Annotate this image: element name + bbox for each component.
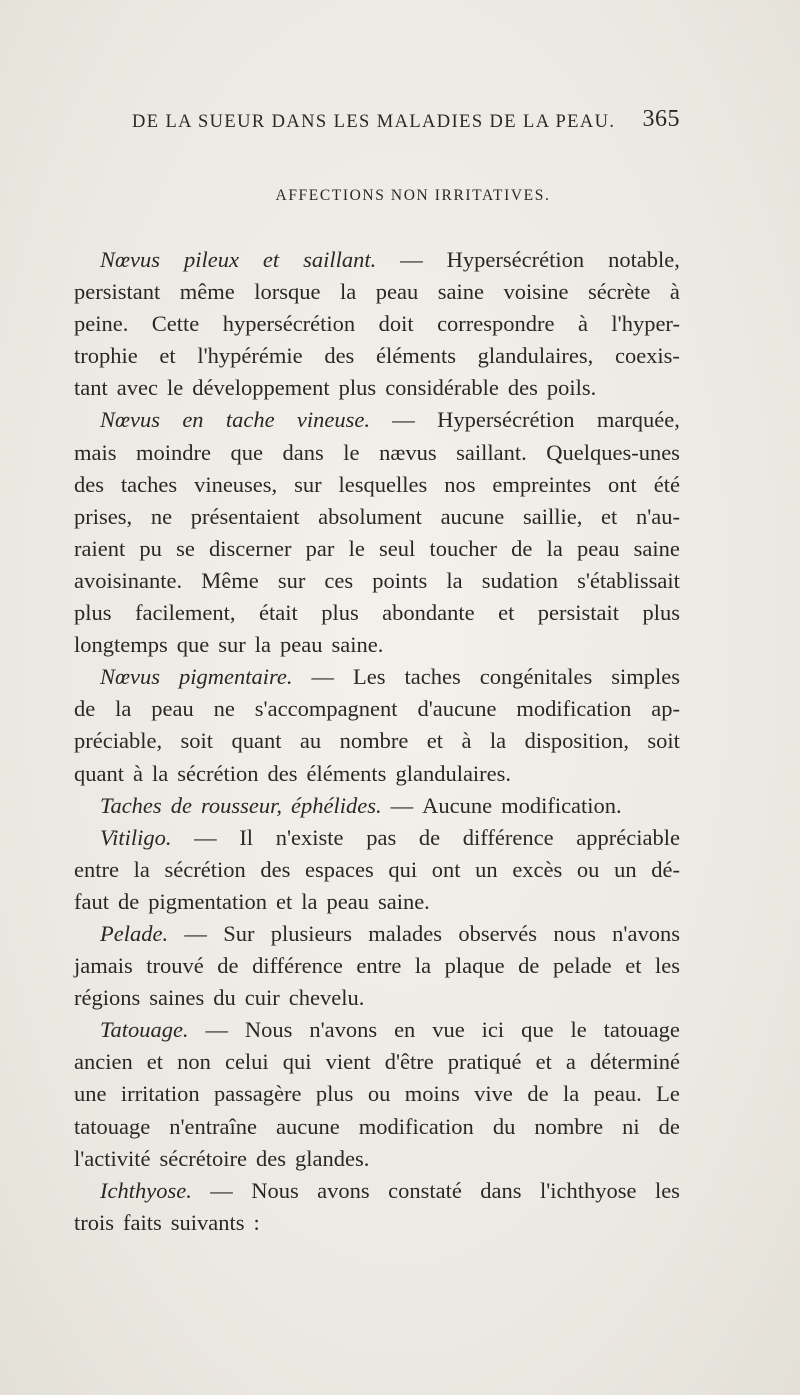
- text-line: tatouage n'entraîne aucune modification du nombre ni de: [74, 1113, 680, 1139]
- text-line: Nœvus pigmentaire. — Les taches congénitales simples: [100, 664, 680, 690]
- text-line: tant avec le développement plus considérable des poils.: [74, 375, 597, 401]
- text-line: une irritation passagère plus ou moins vive de la peau. Le: [74, 1081, 680, 1107]
- text-line: mais moindre que dans le nævus saillant. Quelques-unes: [74, 439, 680, 465]
- text-line: des taches vineuses, sur lesquelles nos empreintes ont été: [74, 471, 680, 497]
- text-line: l'activité sécrétoire des glandes.: [74, 1145, 370, 1171]
- text-line: de la peau ne s'accompagnent d'aucune modification ap-: [74, 696, 680, 722]
- running-title: DE LA SUEUR DANS LES MALADIES DE LA PEAU.: [132, 112, 616, 132]
- text-line: jamais trouvé de différence entre la plaque de pelade et les: [74, 953, 680, 979]
- paragraph: [74, 1014, 680, 1174]
- text-line: persistant même lorsque la peau saine voisine sécrète à: [74, 279, 680, 305]
- text-line: trophie et l'hypérémie des éléments glandulaires, coexis-: [74, 343, 680, 369]
- page-number: 365: [642, 106, 680, 132]
- text-line: Nœvus en tache vineuse. — Hypersécrétion marquée,: [100, 407, 680, 433]
- text-line: préciable, soit quant au nombre et à la disposition, soit: [74, 728, 680, 754]
- section-heading: AFFECTIONS NON IRRITATIVES.: [275, 187, 551, 204]
- text-line: Tatouage. — Nous n'avons en vue ici que le tatouage: [100, 1017, 680, 1043]
- text-line: plus facilement, était plus abondante et persistait plus: [74, 600, 680, 626]
- text-line: Pelade. — Sur plusieurs malades observés nous n'avons: [100, 920, 680, 946]
- text-line: quant à la sécrétion des éléments glandulaires.: [74, 760, 512, 786]
- text-line: Ichthyose. — Nous avons constaté dans l'ichthyose les: [100, 1177, 680, 1203]
- text-line: Taches de rousseur, éphélides. — Aucune modification.: [100, 792, 622, 818]
- text-line: entre la sécrétion des espaces qui ont un excès ou un dé-: [74, 856, 680, 882]
- running-head: [70, 106, 680, 142]
- text-line: faut de pigmentation et la peau saine.: [74, 888, 430, 914]
- text-line: raient pu se discerner par le seul toucher de la peau saine: [74, 535, 680, 561]
- text-line: ancien et non celui qui vient d'être pratiqué et a déterminé: [74, 1049, 680, 1075]
- paragraph: [74, 1175, 680, 1239]
- paragraph: [74, 918, 680, 1014]
- text-line: longtemps que sur la peau saine.: [74, 632, 384, 658]
- text-line: Vitiligo. — Il n'existe pas de différence appréciable: [100, 824, 680, 850]
- text-line: avoisinante. Même sur ces points la sudation s'établissait: [74, 567, 680, 593]
- text-line: Nœvus pileux et saillant. — Hypersécrétion notable,: [100, 247, 680, 272]
- paragraph: [74, 404, 680, 661]
- paragraph: [74, 661, 680, 789]
- text-line: prises, ne présentaient absolument aucune saillie, et n'au-: [74, 503, 680, 529]
- body-text: [74, 244, 680, 1239]
- paragraph: [74, 790, 680, 822]
- paragraph: [74, 244, 680, 404]
- text-line: trois faits suivants :: [74, 1209, 260, 1235]
- text-line: régions saines du cuir chevelu.: [74, 985, 365, 1011]
- text-line: peine. Cette hypersécrétion doit correspondre à l'hyper-: [74, 311, 680, 337]
- paragraph: [74, 822, 680, 918]
